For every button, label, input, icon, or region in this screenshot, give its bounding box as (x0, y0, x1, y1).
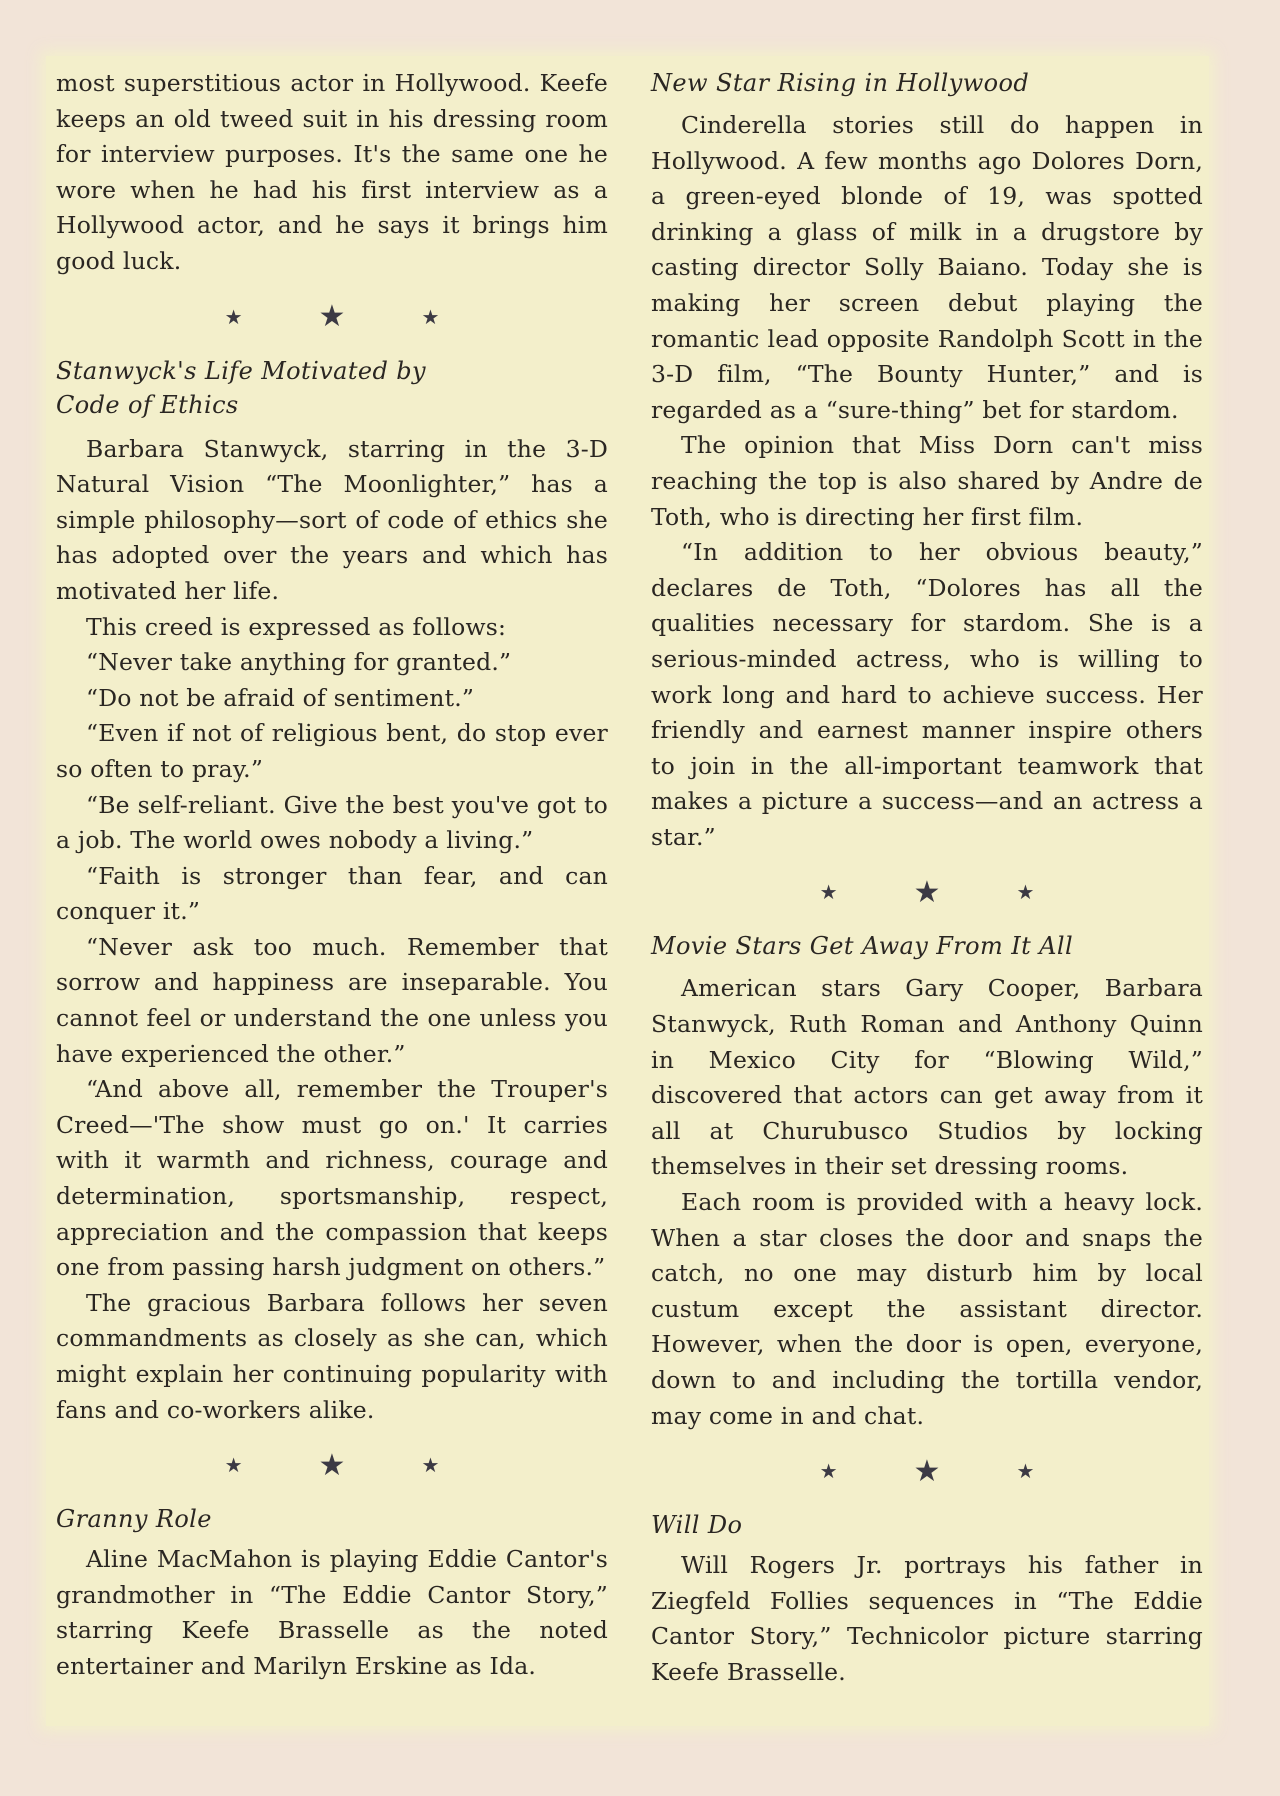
article-paragraph: “In addition to her obvious beauty,” declares de Toth, “Dolores has all the qualities necessary for stardom. She is a serious-minded actress, who is willing to work long and hard to achieve success. Her friendly and earnest manner inspire others to join in the all-important teamwork that makes a picture a success—and an actress a star.” (651, 538, 1203, 851)
right-column (651, 66, 1203, 1691)
granny-article-title: Granny Role (56, 1505, 212, 1534)
article-paragraph: This creed is expressed as follows: (86, 612, 507, 641)
big-star-icon: ★ (318, 1447, 346, 1483)
stanwyck-article-title (56, 354, 608, 422)
article-paragraph: The gracious Barbara follows her seven commandments as closely as she can, which might explain her continuing popularity with fans and co-workers alike. (56, 1288, 608, 1424)
star-separator (651, 1434, 1203, 1508)
title-line: Code of Ethics (56, 390, 239, 419)
article-paragraph: Cinderella stories still do happen in Hollywood. A few months ago Dolores Dorn, a green-eyed blonde of 19, was spotted drinking a glass of milk in a drugstore by casting director Solly Baiano. Today she is making her screen debut playing the romantic lead opposite Randolph Scott in the 3-D film, “The Bounty Hunter,” and is regarded as a “sure-thing” bet for stardom. (651, 111, 1203, 424)
small-star-icon: ★ (224, 304, 243, 329)
article-paragraph: Each room is provided with a heavy lock. When a star closes the door and snaps the catch, no one may disturb him by local custum except the assistant director. However, when the door is open, everyone, down to and including the tortilla vendor, may come in and chat. (651, 1188, 1203, 1430)
star-separator (651, 855, 1203, 929)
star-separator (56, 1428, 608, 1502)
big-star-icon: ★ (913, 874, 941, 910)
article-paragraph: The opinion that Miss Dorn can't miss reaching the top is also shared by Andre de Toth, who is directing her first film. (651, 431, 1203, 531)
small-star-icon: ★ (421, 304, 440, 329)
new-star-article-title: New Star Rising in Hollywood (651, 69, 1030, 97)
article-paragraph: Aline MacMahon is playing Eddie Cantor's grandmother in “The Eddie Cantor Story,” starring Keefe Brasselle as the noted entertainer and Marilyn Erskine as Ida. (56, 1545, 608, 1680)
creed-quote: “And above all, remember the Trouper's Creed—'The show must go on.' It carries with it warmth and richness, courage and determination, sportsmanship, respect, appreciation and the compassion that keeps one from passing harsh judgment on others.” (56, 1075, 608, 1282)
article-paragraph: Barbara Stanwyck, starring in the 3-D Natural Vision “The Moonlighter,” has a simple philosophy—sort of code of ethics she has adopted over the years and which has motivated her life. (56, 434, 608, 605)
creed-quote: “Faith is stronger than fear, and can conquer it.” (56, 861, 608, 926)
keefe-continued-paragraph: most superstitious actor in Hollywood. Keefe keeps an old tweed suit in his dressing room for interview purposes. It's the same one he wore when he had his first interview as a Hollywood actor, and he says it brings him good luck. (56, 69, 608, 275)
small-star-icon: ★ (421, 1453, 440, 1478)
small-star-icon: ★ (819, 880, 838, 905)
left-column (56, 66, 608, 1685)
big-star-icon: ★ (913, 1453, 941, 1489)
creed-quote: “Be self-reliant. Give the best you've got to a job. The world owes nobody a living.” (56, 790, 608, 855)
small-star-icon: ★ (1016, 1459, 1035, 1484)
small-star-icon: ★ (224, 1453, 243, 1478)
will-do-article-title: Will Do (651, 1511, 743, 1540)
article-paragraph: American stars Gary Cooper, Barbara Stanwyck, Ruth Roman and Anthony Quinn in Mexico City for “Blowing Wild,” discovered that actors can get away from it all at Churubusco Studios by locking themselves in their set dressing rooms. (651, 974, 1203, 1181)
small-star-icon: ★ (819, 1459, 838, 1484)
creed-quote: “Even if not of religious bent, do stop ever so often to pray.” (56, 719, 608, 783)
big-star-icon: ★ (318, 299, 346, 335)
small-star-icon: ★ (1016, 880, 1035, 905)
movie-stars-article-title: Movie Stars Get Away From It All (651, 932, 1074, 961)
creed-quote: “Never take anything for granted.” (86, 648, 512, 677)
magazine-page (46, 56, 1209, 1726)
article-paragraph: Will Rogers Jr. portrays his father in Ziegfeld Follies sequences in “The Eddie Cantor Story,” Technicolor picture starring Keefe Brasselle. (651, 1551, 1203, 1686)
title-line: Stanwyck's Life Motivated by (56, 356, 426, 385)
creed-quote: “Do not be afraid of sentiment.” (86, 683, 475, 712)
creed-quote: “Never ask too much. Remember that sorrow and happiness are inseparable. You cannot feel or understand the one unless you have experienced the other.” (56, 932, 608, 1068)
star-separator (56, 280, 608, 354)
